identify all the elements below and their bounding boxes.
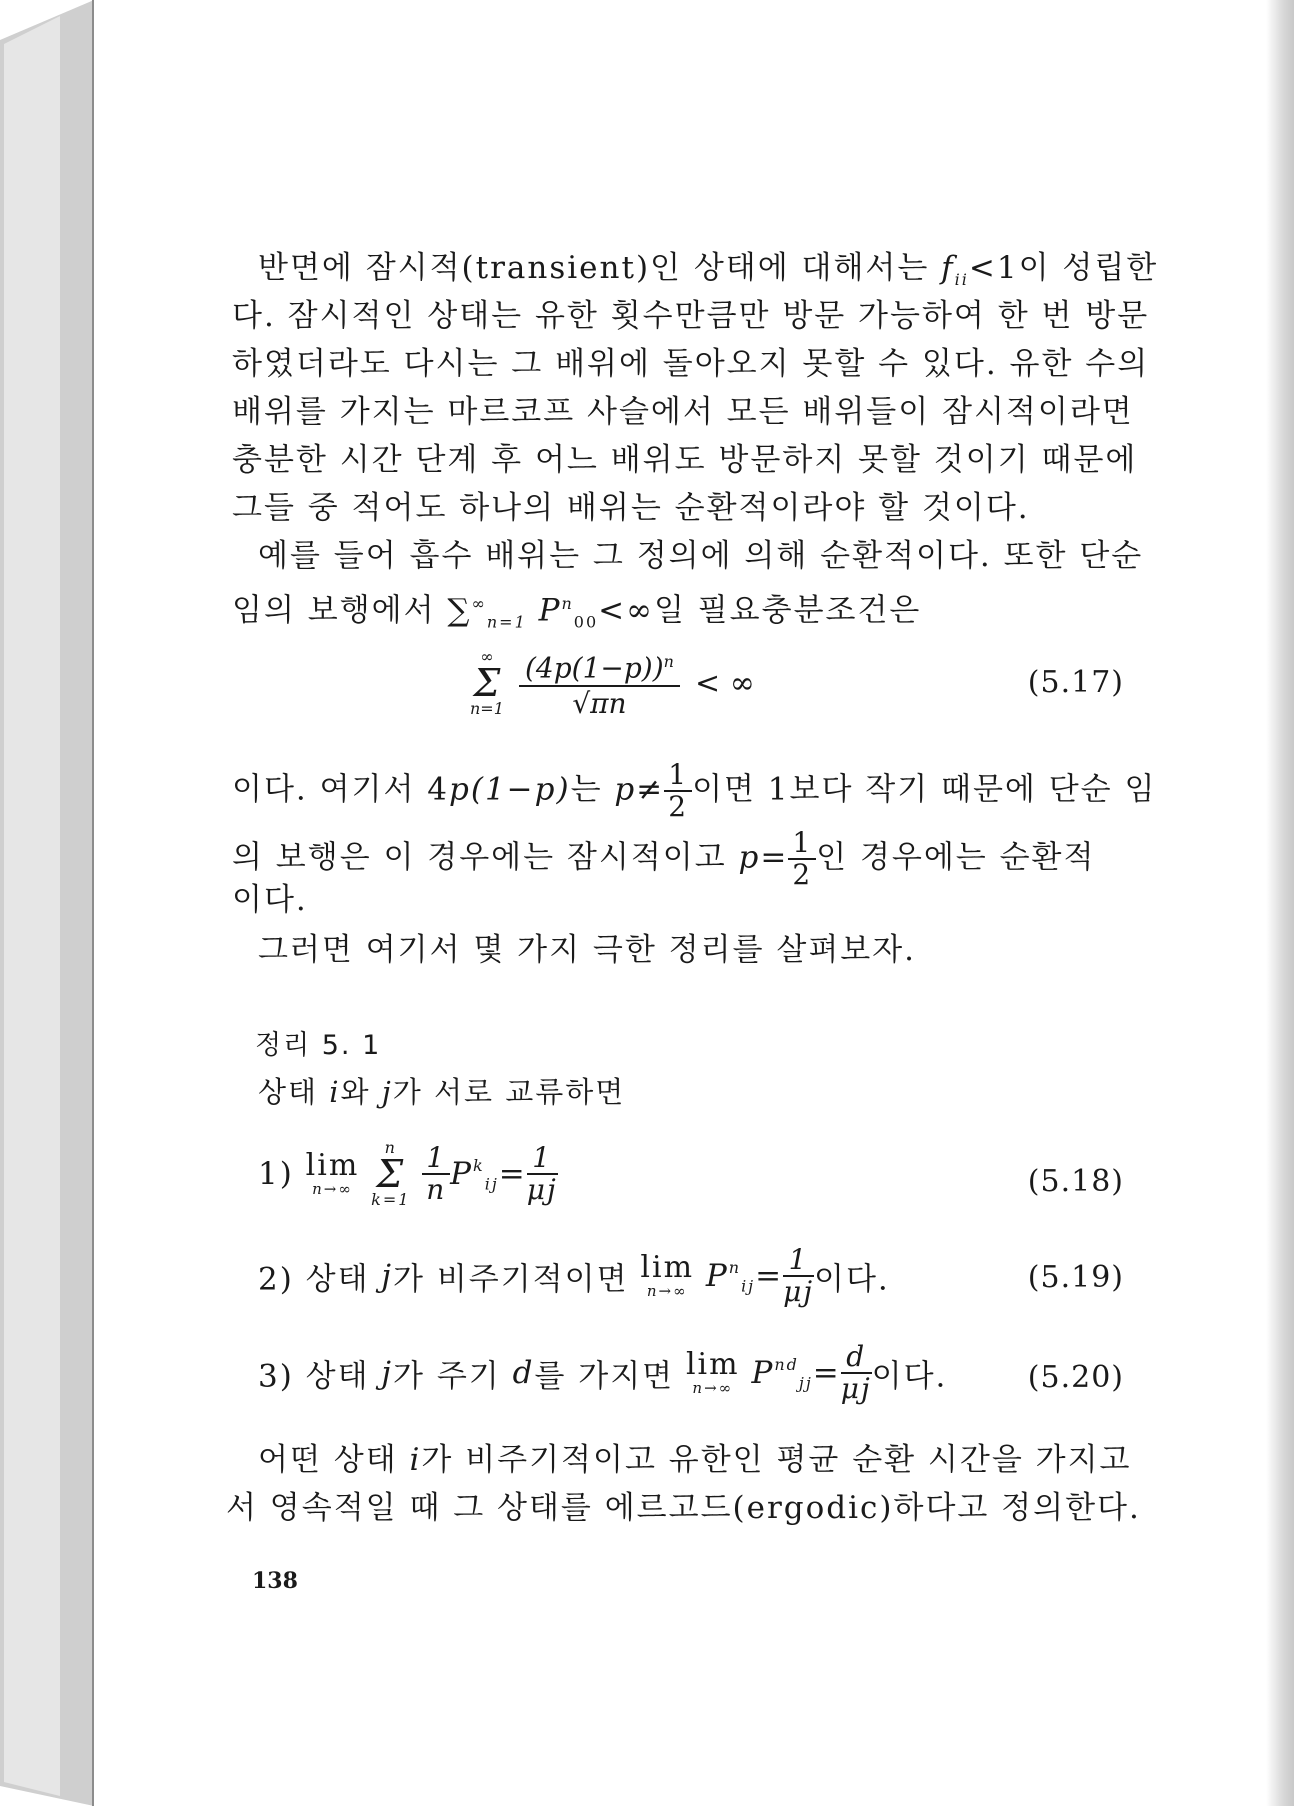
text: 가 비주기적이면 (393, 1261, 641, 1298)
math-P: P (751, 1355, 775, 1391)
equation-number-5-20: (5.20) (1027, 1360, 1124, 1395)
fraction-half (788, 828, 816, 890)
text: 가 주기 (393, 1358, 513, 1395)
math-sup: n (561, 594, 574, 613)
math-f: f (941, 250, 955, 286)
sum-top: ∞ (480, 647, 494, 667)
paragraph3-line1 (232, 760, 1156, 822)
lim-sub: n→∞ (646, 1282, 688, 1300)
sum-sigma: Σ (376, 1152, 406, 1196)
lim-text: lim (685, 1347, 740, 1382)
numerator: 1 (664, 760, 692, 792)
fraction (527, 1143, 558, 1205)
text: 임의 보행에서 (232, 592, 448, 629)
lim-sub: n→∞ (312, 1180, 353, 1198)
denominator: n (426, 1173, 447, 1206)
text: <1이 성립한 (968, 250, 1159, 286)
sum-symbol: ∑ (447, 592, 472, 629)
sum-operator (470, 649, 504, 717)
lim-text: lim (305, 1148, 360, 1183)
equation-number-5-17: (5.17) (1027, 665, 1124, 700)
math-expr: p= (738, 839, 789, 876)
paragraph5-line2: 서 영속적일 때 그 상태를 에르고드(ergodic)하다고 정의한다. (226, 1490, 1141, 1526)
paragraph1-line2: 다. 잠시적인 상태는 유한 횟수만큼만 방문 가능하여 한 번 방문 (232, 298, 1150, 334)
text: 이다. (814, 1261, 890, 1298)
numerator: 1 (527, 1143, 558, 1175)
paragraph1-line4: 배위를 가지는 마르코프 사슬에서 모든 배위들이 잠시적이라면 (232, 394, 1134, 430)
fraction (783, 1245, 814, 1307)
paragraph5-line1 (258, 1440, 1131, 1480)
text: 가 서로 교류하면 (392, 1075, 626, 1109)
equation-5-20 (258, 1342, 947, 1404)
book-spine-shadow (0, 0, 100, 1806)
equation-number-5-18: (5.18) (1027, 1164, 1124, 1199)
item-label: 2) 상태 (258, 1261, 382, 1298)
limit-operator (305, 1148, 360, 1198)
paragraph1-line6: 그들 중 적어도 하나의 배위는 순환적이라야 할 것이다. (232, 490, 1030, 526)
numerator (519, 645, 680, 687)
text: 와 (340, 1075, 382, 1109)
text: <∞일 필요충분조건은 (598, 592, 922, 629)
math-sup: nd (774, 1355, 799, 1375)
math-sub: ij (741, 1276, 756, 1296)
numerator: d (841, 1342, 872, 1374)
equals-sign: = (498, 1156, 527, 1192)
paragraph1-line1 (258, 248, 1158, 300)
math-d: d (512, 1355, 535, 1391)
limit-operator (640, 1250, 695, 1300)
equation-number-5-19: (5.19) (1027, 1260, 1124, 1295)
math-P: P (705, 1258, 729, 1294)
lim-text: lim (640, 1250, 695, 1285)
math-expr: p≠ (614, 771, 665, 808)
numerator: 1 (788, 828, 816, 860)
page-edge-shadow (1266, 0, 1294, 1806)
math-j: j (381, 1258, 394, 1294)
math-sup: k (473, 1156, 485, 1176)
paragraph2-line1: 예를 들어 흡수 배위는 그 정의에 의해 순환적이다. 또한 단순 (258, 538, 1144, 574)
sum-bottom: k=1 (371, 1190, 411, 1209)
math-sub: ii (954, 270, 969, 290)
paragraph4-line1: 그러면 여기서 몇 가지 극한 정리를 살펴보자. (258, 932, 917, 968)
theorem-statement (258, 1072, 625, 1112)
limit-operator (685, 1347, 740, 1397)
math-sub: jj (798, 1373, 813, 1393)
equals-sign: = (812, 1355, 841, 1391)
item-label: 1) (258, 1156, 306, 1192)
inequality-rhs: < ∞ (695, 665, 755, 701)
page-number: 138 (252, 1568, 298, 1594)
theorem-title: 정리 5. 1 (255, 1030, 382, 1061)
text: 인 경우에는 순환적 (816, 839, 1096, 876)
fraction (519, 645, 680, 721)
numerator: 1 (783, 1245, 814, 1277)
math-j: j (381, 1075, 393, 1109)
sum-operator (371, 1140, 410, 1208)
equation-5-18 (258, 1140, 558, 1208)
text: 이면 1보다 작기 때문에 단순 임 (692, 771, 1157, 808)
sum-sigma: Σ (473, 661, 501, 706)
text: 를 가지면 (534, 1358, 686, 1395)
numerator: 1 (422, 1143, 450, 1175)
item-label: 3) 상태 (258, 1358, 382, 1395)
math-j: j (381, 1355, 394, 1391)
sum-sub: n=1 (486, 612, 527, 632)
numerator-sup: n (663, 652, 674, 671)
paragraph3-line2 (232, 828, 1095, 890)
text: 가 비주기적이고 유한인 평균 순환 시간을 가지고 (421, 1442, 1132, 1478)
paragraph1-line5: 충분한 시간 단계 후 어느 배위도 방문하지 못할 것이기 때문에 (232, 442, 1138, 478)
text: 는 (570, 771, 615, 808)
text: 반면에 잠시적(transient)인 상태에 대해서는 (258, 250, 942, 286)
text: 이다. 여기서 4 (232, 771, 450, 808)
text: 의 보행은 이 경우에는 잠시적이고 (232, 839, 739, 876)
fraction-half (664, 760, 692, 822)
math-i: i (409, 1442, 422, 1478)
sum-sup: ∞ (471, 594, 487, 613)
equals-sign: = (755, 1258, 784, 1294)
numerator-text: (4p(1−p)) (524, 651, 664, 685)
paragraph3-line3: 이다. (232, 882, 308, 918)
math-P: P (538, 592, 562, 629)
math-expr: p(1−p) (449, 771, 571, 808)
text: 이다. (871, 1358, 948, 1395)
denominator: μj (526, 1173, 558, 1206)
denominator: 2 (792, 858, 813, 891)
text: 어떤 상태 (258, 1442, 410, 1478)
denominator: √πn (572, 687, 627, 721)
paragraph2-line2 (232, 584, 921, 643)
equation-5-19 (258, 1245, 890, 1307)
math-sub: ij (484, 1174, 499, 1194)
fraction (422, 1143, 450, 1205)
math-i: i (329, 1075, 341, 1109)
math-sub: 00 (573, 612, 599, 632)
sum-top: n (384, 1138, 397, 1157)
math-P: P (450, 1156, 473, 1192)
denominator: μj (840, 1372, 872, 1405)
math-sup: n (728, 1258, 742, 1278)
text: 상태 (258, 1075, 330, 1109)
lim-sub: n→∞ (692, 1379, 734, 1397)
denominator: μj (783, 1275, 815, 1308)
denominator: 2 (668, 790, 689, 823)
sum-bottom: n=1 (470, 699, 504, 719)
fraction (841, 1342, 872, 1404)
paragraph1-line3: 하였더라도 다시는 그 배위에 돌아오지 못할 수 있다. 유한 수의 (232, 346, 1150, 382)
